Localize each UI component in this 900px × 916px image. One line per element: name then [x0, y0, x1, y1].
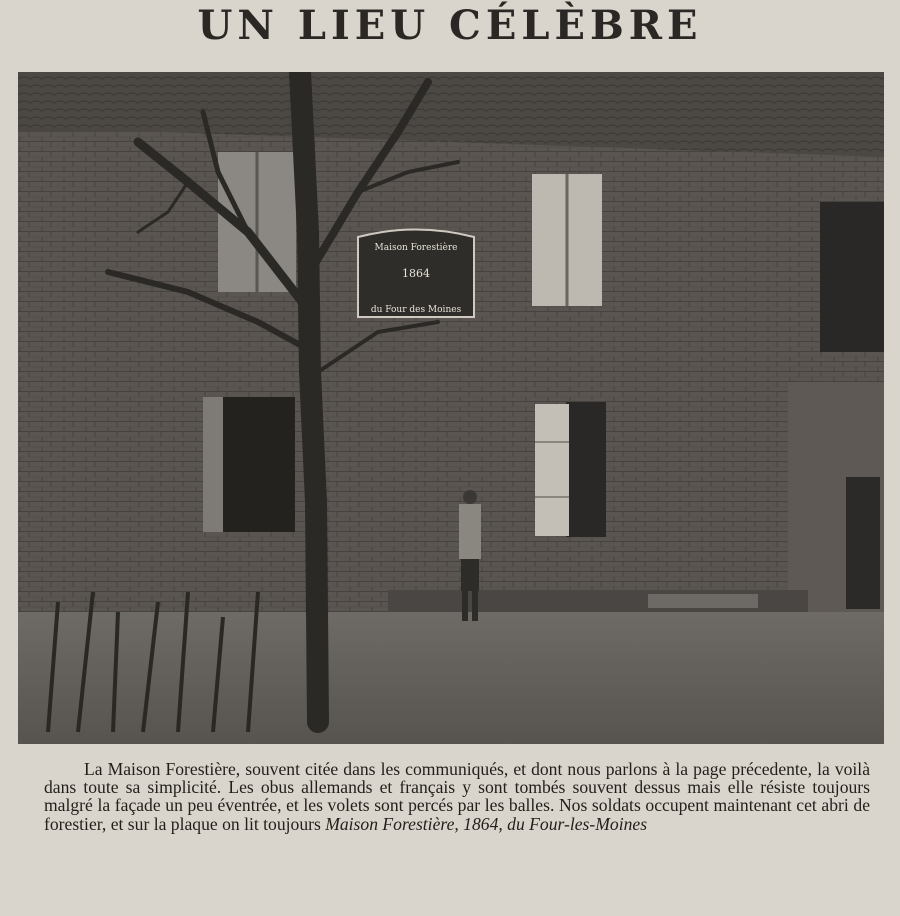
plaque-line-1: Maison Forestière	[374, 243, 458, 253]
caption-italic-text: Maison Forestière, 1864, du Four-les-Moines	[325, 813, 648, 834]
caption-paragraph	[44, 760, 870, 833]
plaque-line-3: du Four des Moines	[370, 305, 462, 315]
window-lower-left	[223, 397, 295, 532]
annex-upper-opening	[820, 202, 884, 352]
caption-text: La Maison Forestière, souvent citée dans les communiqués, et dont nous parlons à la page précedente, la voilà dans toute sa simplicité. Les obus allemands et français y sont tombés souvent dessus mais elle résiste toujours malgré la façade un peu éventrée, et les volets sont percés par les balles. Nos soldats occupent maintenant cet abri de forestier, et sur la plaque on lit toujours	[44, 759, 870, 834]
brick-wall	[18, 132, 884, 612]
commemorative-plaque	[358, 230, 474, 318]
caption	[44, 760, 870, 833]
annex-door	[846, 477, 880, 609]
plaque-year: 1864	[402, 267, 430, 280]
photograph-forester-house	[18, 72, 884, 744]
page-title: UN LIEU CÉLÈBRE	[197, 2, 703, 49]
window-lower-right	[566, 402, 606, 537]
shutter-lower-right	[535, 404, 569, 536]
